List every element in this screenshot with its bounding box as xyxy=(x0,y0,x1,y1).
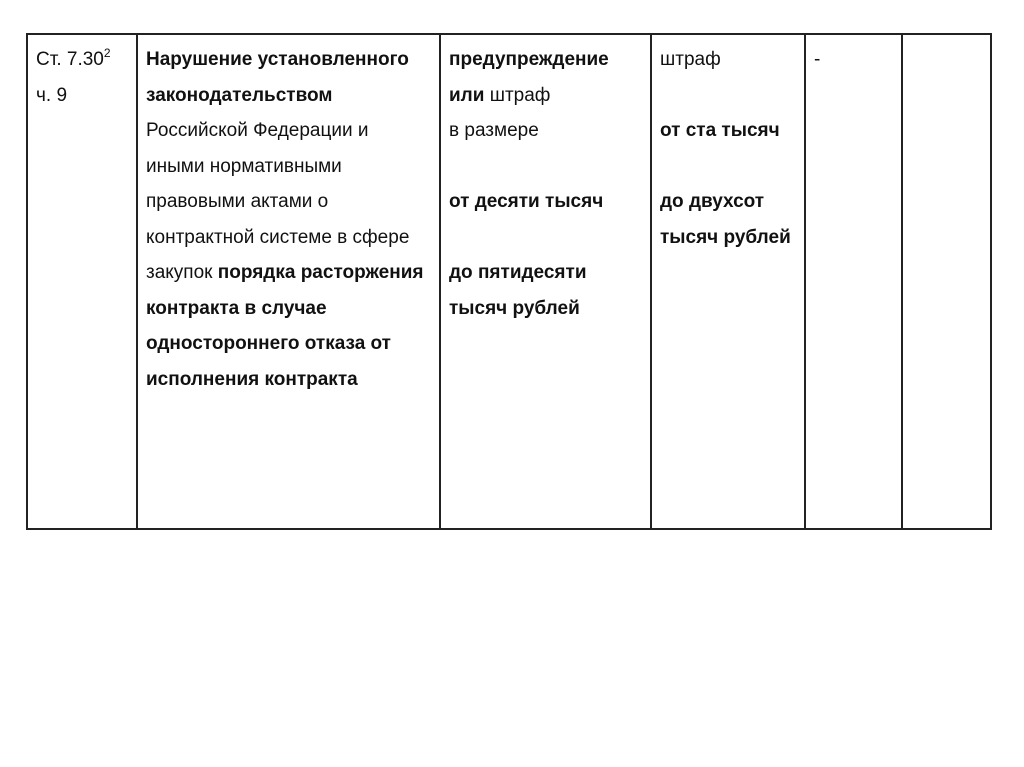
description-bold-lead: Нарушение установленного законодательством xyxy=(146,49,409,106)
penalty-warning: предупреждение xyxy=(449,49,609,70)
penalty-legal-cell xyxy=(651,34,805,529)
table-row xyxy=(27,34,991,529)
col5-value: - xyxy=(814,49,821,70)
penalty-legal-fine-word: штраф xyxy=(660,49,721,70)
col5-cell xyxy=(805,34,902,529)
penalty-individual-cell xyxy=(440,34,651,529)
description-plain: Российской Федерации и иными нормативными правовыми актами о контрактной системе в сфере закупок xyxy=(146,120,410,283)
penalty-individual-to: до пятидесяти тысяч рублей xyxy=(449,262,587,319)
penalty-legal-from: от ста тысяч xyxy=(660,120,780,141)
article-cell xyxy=(27,34,137,529)
penalty-amount-label: в размере xyxy=(449,120,539,141)
article-part: ч. 9 xyxy=(36,84,68,106)
article-number: Ст. 7.30$^2$ xyxy=(36,46,111,70)
penalty-or: или xyxy=(449,84,485,106)
penalty-individual-from: от десяти тысяч xyxy=(449,191,604,212)
penalty-legal-to: до двухсот тысяч рублей xyxy=(660,191,791,248)
description-cell xyxy=(137,34,440,529)
description-bold-tail: порядка расторжения контракта в случае одностороннего отказа от исполнения контракта xyxy=(146,262,424,390)
penalty-fine-word: штраф xyxy=(489,84,551,106)
col6-cell xyxy=(902,34,991,529)
violation-table xyxy=(26,33,992,530)
article-superscript: 2 xyxy=(103,46,111,60)
